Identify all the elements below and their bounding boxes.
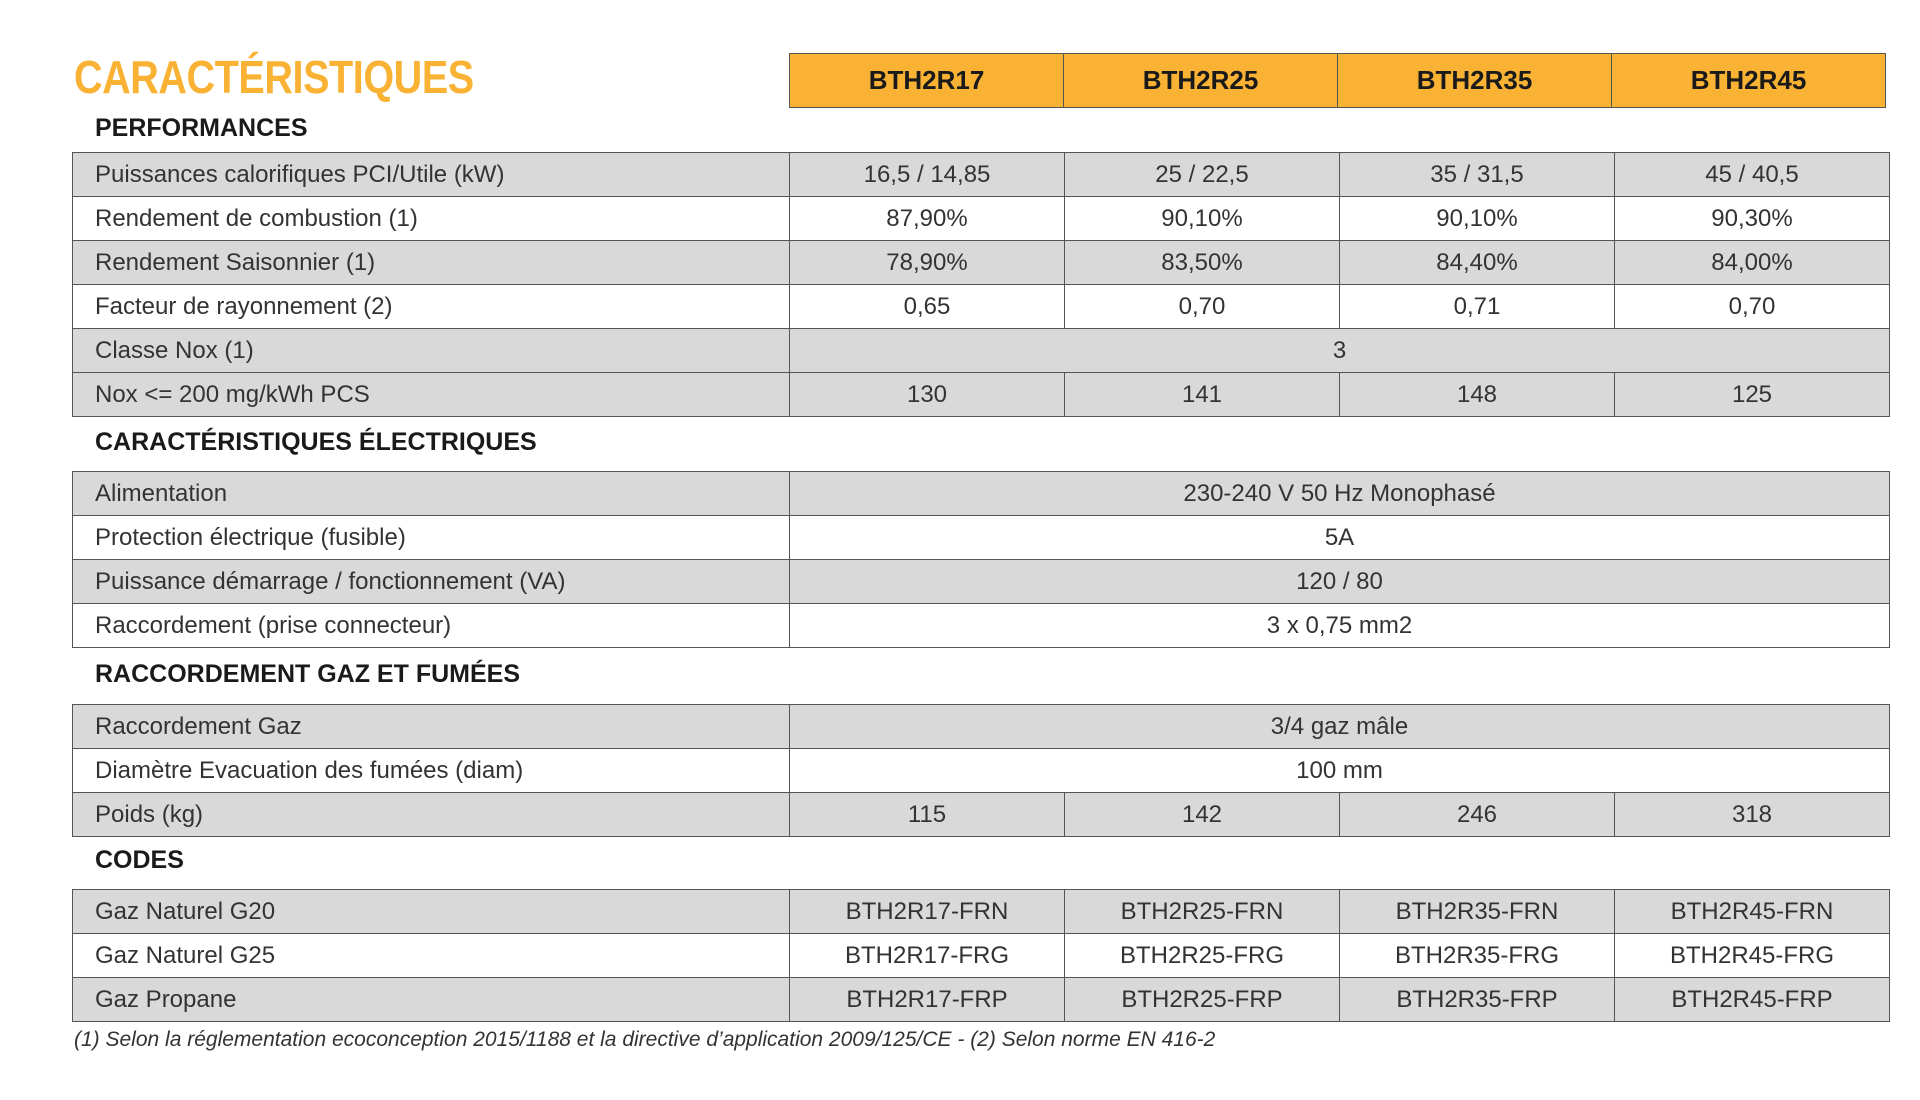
row-label: Poids (kg)	[73, 793, 790, 837]
row-value-merged: 230-240 V 50 Hz Monophasé	[790, 472, 1890, 516]
section-heading-gaz: RACCORDEMENT GAZ ET FUMÉES	[95, 660, 520, 688]
model-header-table	[789, 53, 1886, 108]
row-value: 35 / 31,5	[1340, 153, 1615, 197]
table-row	[73, 793, 1890, 837]
row-label: Protection électrique (fusible)	[73, 516, 790, 560]
row-value: BTH2R25-FRN	[1065, 890, 1340, 934]
row-label: Gaz Naturel G25	[73, 934, 790, 978]
row-value: BTH2R35-FRN	[1340, 890, 1615, 934]
row-value: BTH2R17-FRN	[790, 890, 1065, 934]
row-value: 90,10%	[1340, 197, 1615, 241]
model-header-cell: BTH2R35	[1338, 54, 1612, 108]
table-row	[73, 373, 1890, 417]
electriques-table	[72, 471, 1890, 648]
row-label: Nox <= 200 mg/kWh PCS	[73, 373, 790, 417]
row-value: 78,90%	[790, 241, 1065, 285]
row-value: 148	[1340, 373, 1615, 417]
row-value: 87,90%	[790, 197, 1065, 241]
row-value-merged: 5A	[790, 516, 1890, 560]
performances-table	[72, 152, 1890, 417]
row-value: 16,5 / 14,85	[790, 153, 1065, 197]
table-row	[73, 749, 1890, 793]
row-label: Puissance démarrage / fonctionnement (VA)	[73, 560, 790, 604]
row-value: 0,70	[1065, 285, 1340, 329]
section-heading-performances: PERFORMANCES	[95, 114, 308, 142]
row-value: 246	[1340, 793, 1615, 837]
codes-table	[72, 889, 1890, 1022]
row-value: BTH2R35-FRP	[1340, 978, 1615, 1022]
row-value: BTH2R45-FRG	[1615, 934, 1890, 978]
row-value-merged: 100 mm	[790, 749, 1890, 793]
row-label: Raccordement Gaz	[73, 705, 790, 749]
row-value: BTH2R35-FRG	[1340, 934, 1615, 978]
row-label: Alimentation	[73, 472, 790, 516]
row-value: 45 / 40,5	[1615, 153, 1890, 197]
model-header-cell: BTH2R17	[790, 54, 1064, 108]
table-row	[73, 516, 1890, 560]
row-value-merged: 120 / 80	[790, 560, 1890, 604]
row-label: Rendement Saisonnier (1)	[73, 241, 790, 285]
table-row	[73, 285, 1890, 329]
section-heading-electriques: CARACTÉRISTIQUES ÉLECTRIQUES	[95, 428, 537, 456]
row-label: Rendement de combustion (1)	[73, 197, 790, 241]
row-value: 0,70	[1615, 285, 1890, 329]
row-label: Puissances calorifiques PCI/Utile (kW)	[73, 153, 790, 197]
model-header-row	[790, 54, 1886, 108]
section-heading-codes: CODES	[95, 846, 184, 874]
table-row	[73, 978, 1890, 1022]
row-label: Raccordement (prise connecteur)	[73, 604, 790, 648]
row-value-merged: 3/4 gaz mâle	[790, 705, 1890, 749]
row-value: 130	[790, 373, 1065, 417]
row-value: 142	[1065, 793, 1340, 837]
row-value: 90,30%	[1615, 197, 1890, 241]
row-value-merged: 3 x 0,75 mm2	[790, 604, 1890, 648]
row-label: Classe Nox (1)	[73, 329, 790, 373]
row-value: BTH2R17-FRG	[790, 934, 1065, 978]
page-title: CARACTÉRISTIQUES	[74, 51, 474, 103]
table-row	[73, 604, 1890, 648]
table-row	[73, 197, 1890, 241]
row-value: BTH2R25-FRP	[1065, 978, 1340, 1022]
row-label: Gaz Naturel G20	[73, 890, 790, 934]
row-label: Gaz Propane	[73, 978, 790, 1022]
row-value: 25 / 22,5	[1065, 153, 1340, 197]
row-value: BTH2R25-FRG	[1065, 934, 1340, 978]
table-row	[73, 890, 1890, 934]
row-value: BTH2R17-FRP	[790, 978, 1065, 1022]
table-row	[73, 241, 1890, 285]
row-label: Diamètre Evacuation des fumées (diam)	[73, 749, 790, 793]
row-value: 84,40%	[1340, 241, 1615, 285]
gaz-table	[72, 704, 1890, 837]
table-row	[73, 705, 1890, 749]
row-value: 84,00%	[1615, 241, 1890, 285]
row-label: Facteur de rayonnement (2)	[73, 285, 790, 329]
row-value: 0,71	[1340, 285, 1615, 329]
row-value: 141	[1065, 373, 1340, 417]
row-value: 90,10%	[1065, 197, 1340, 241]
model-header-cell: BTH2R45	[1612, 54, 1886, 108]
row-value: 125	[1615, 373, 1890, 417]
footnote: (1) Selon la réglementation ecoconception 2015/1188 et la directive d’application 2009/125/CE - (2) Selon norme EN 416-2	[74, 1028, 1216, 1051]
table-row	[73, 934, 1890, 978]
row-value: 318	[1615, 793, 1890, 837]
row-value: 83,50%	[1065, 241, 1340, 285]
model-header-cell: BTH2R25	[1064, 54, 1338, 108]
table-row	[73, 329, 1890, 373]
table-row	[73, 472, 1890, 516]
row-value-merged: 3	[790, 329, 1890, 373]
row-value: 0,65	[790, 285, 1065, 329]
table-row	[73, 560, 1890, 604]
row-value: BTH2R45-FRN	[1615, 890, 1890, 934]
row-value: 115	[790, 793, 1065, 837]
row-value: BTH2R45-FRP	[1615, 978, 1890, 1022]
table-row	[73, 153, 1890, 197]
